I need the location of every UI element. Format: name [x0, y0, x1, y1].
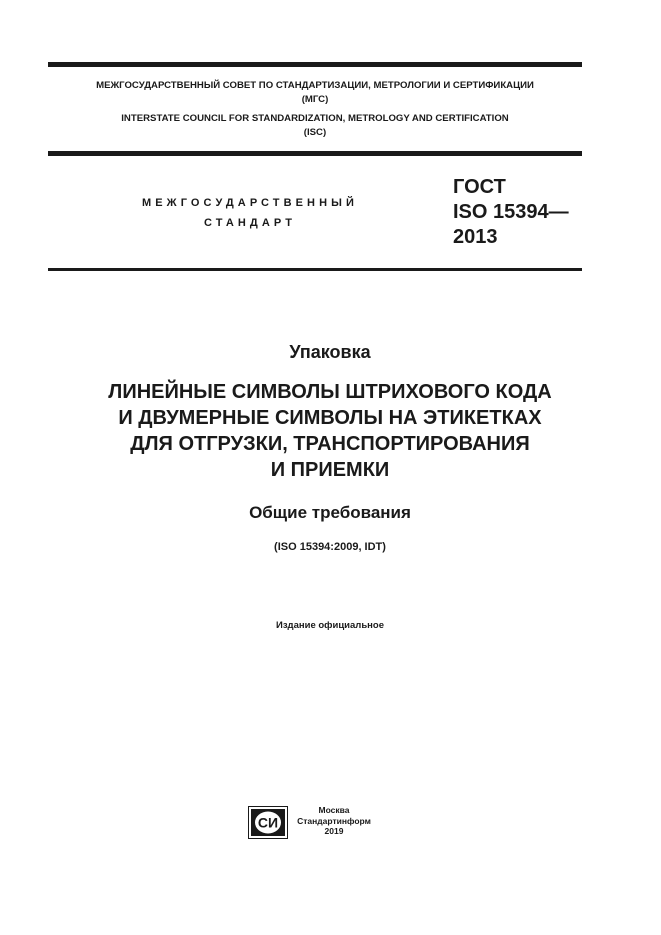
general-requirements: Общие требования	[249, 503, 411, 522]
council-abbr-ru: (МГС)	[301, 94, 329, 105]
standard-type-line1: МЕЖГОСУДАРСТВЕННЫЙ	[141, 197, 359, 209]
logo-letters: СИ	[257, 814, 279, 831]
publisher-block	[296, 805, 372, 837]
publisher-city: Москва	[318, 805, 350, 815]
council-name-en: INTERSTATE COUNCIL FOR STANDARDIZATION, METROLOGY AND CERTIFICATION	[121, 113, 509, 124]
middle-rule	[48, 151, 582, 156]
top-rule	[48, 62, 582, 67]
title-line4: И ПРИЕМКИ	[270, 459, 390, 481]
gost-designation	[453, 175, 569, 250]
document-subject: Упаковка	[289, 342, 371, 362]
edition-note: Издание официальное	[276, 620, 384, 631]
gost-line2: ISO 15394—	[453, 201, 569, 223]
title-line1: ЛИНЕЙНЫЕ СИМВОЛЫ ШТРИХОВОГО КОДА	[108, 381, 552, 403]
title-line2: И ДВУМЕРНЫЕ СИМВОЛЫ НА ЭТИКЕТКАХ	[118, 407, 542, 429]
standard-type-line2: СТАНДАРТ	[203, 217, 297, 229]
standartinform-logo-icon	[248, 806, 288, 839]
council-abbr-en: (ISC)	[303, 127, 327, 138]
bottom-rule	[48, 268, 582, 271]
iso-reference: (ISO 15394:2009, IDT)	[274, 541, 386, 553]
gost-line1: ГОСТ	[453, 176, 506, 198]
publisher-name: Стандартинформ	[297, 815, 371, 826]
gost-line3: 2013	[453, 226, 498, 248]
document-title	[30, 379, 630, 483]
title-line3: ДЛЯ ОТГРУЗКИ, ТРАНСПОРТИРОВАНИЯ	[130, 433, 530, 455]
publisher-year: 2019	[324, 826, 344, 836]
council-name-ru: МЕЖГОСУДАРСТВЕННЫЙ СОВЕТ ПО СТАНДАРТИЗАЦИИ, МЕТРОЛОГИИ И СЕРТИФИКАЦИИ	[96, 80, 534, 91]
